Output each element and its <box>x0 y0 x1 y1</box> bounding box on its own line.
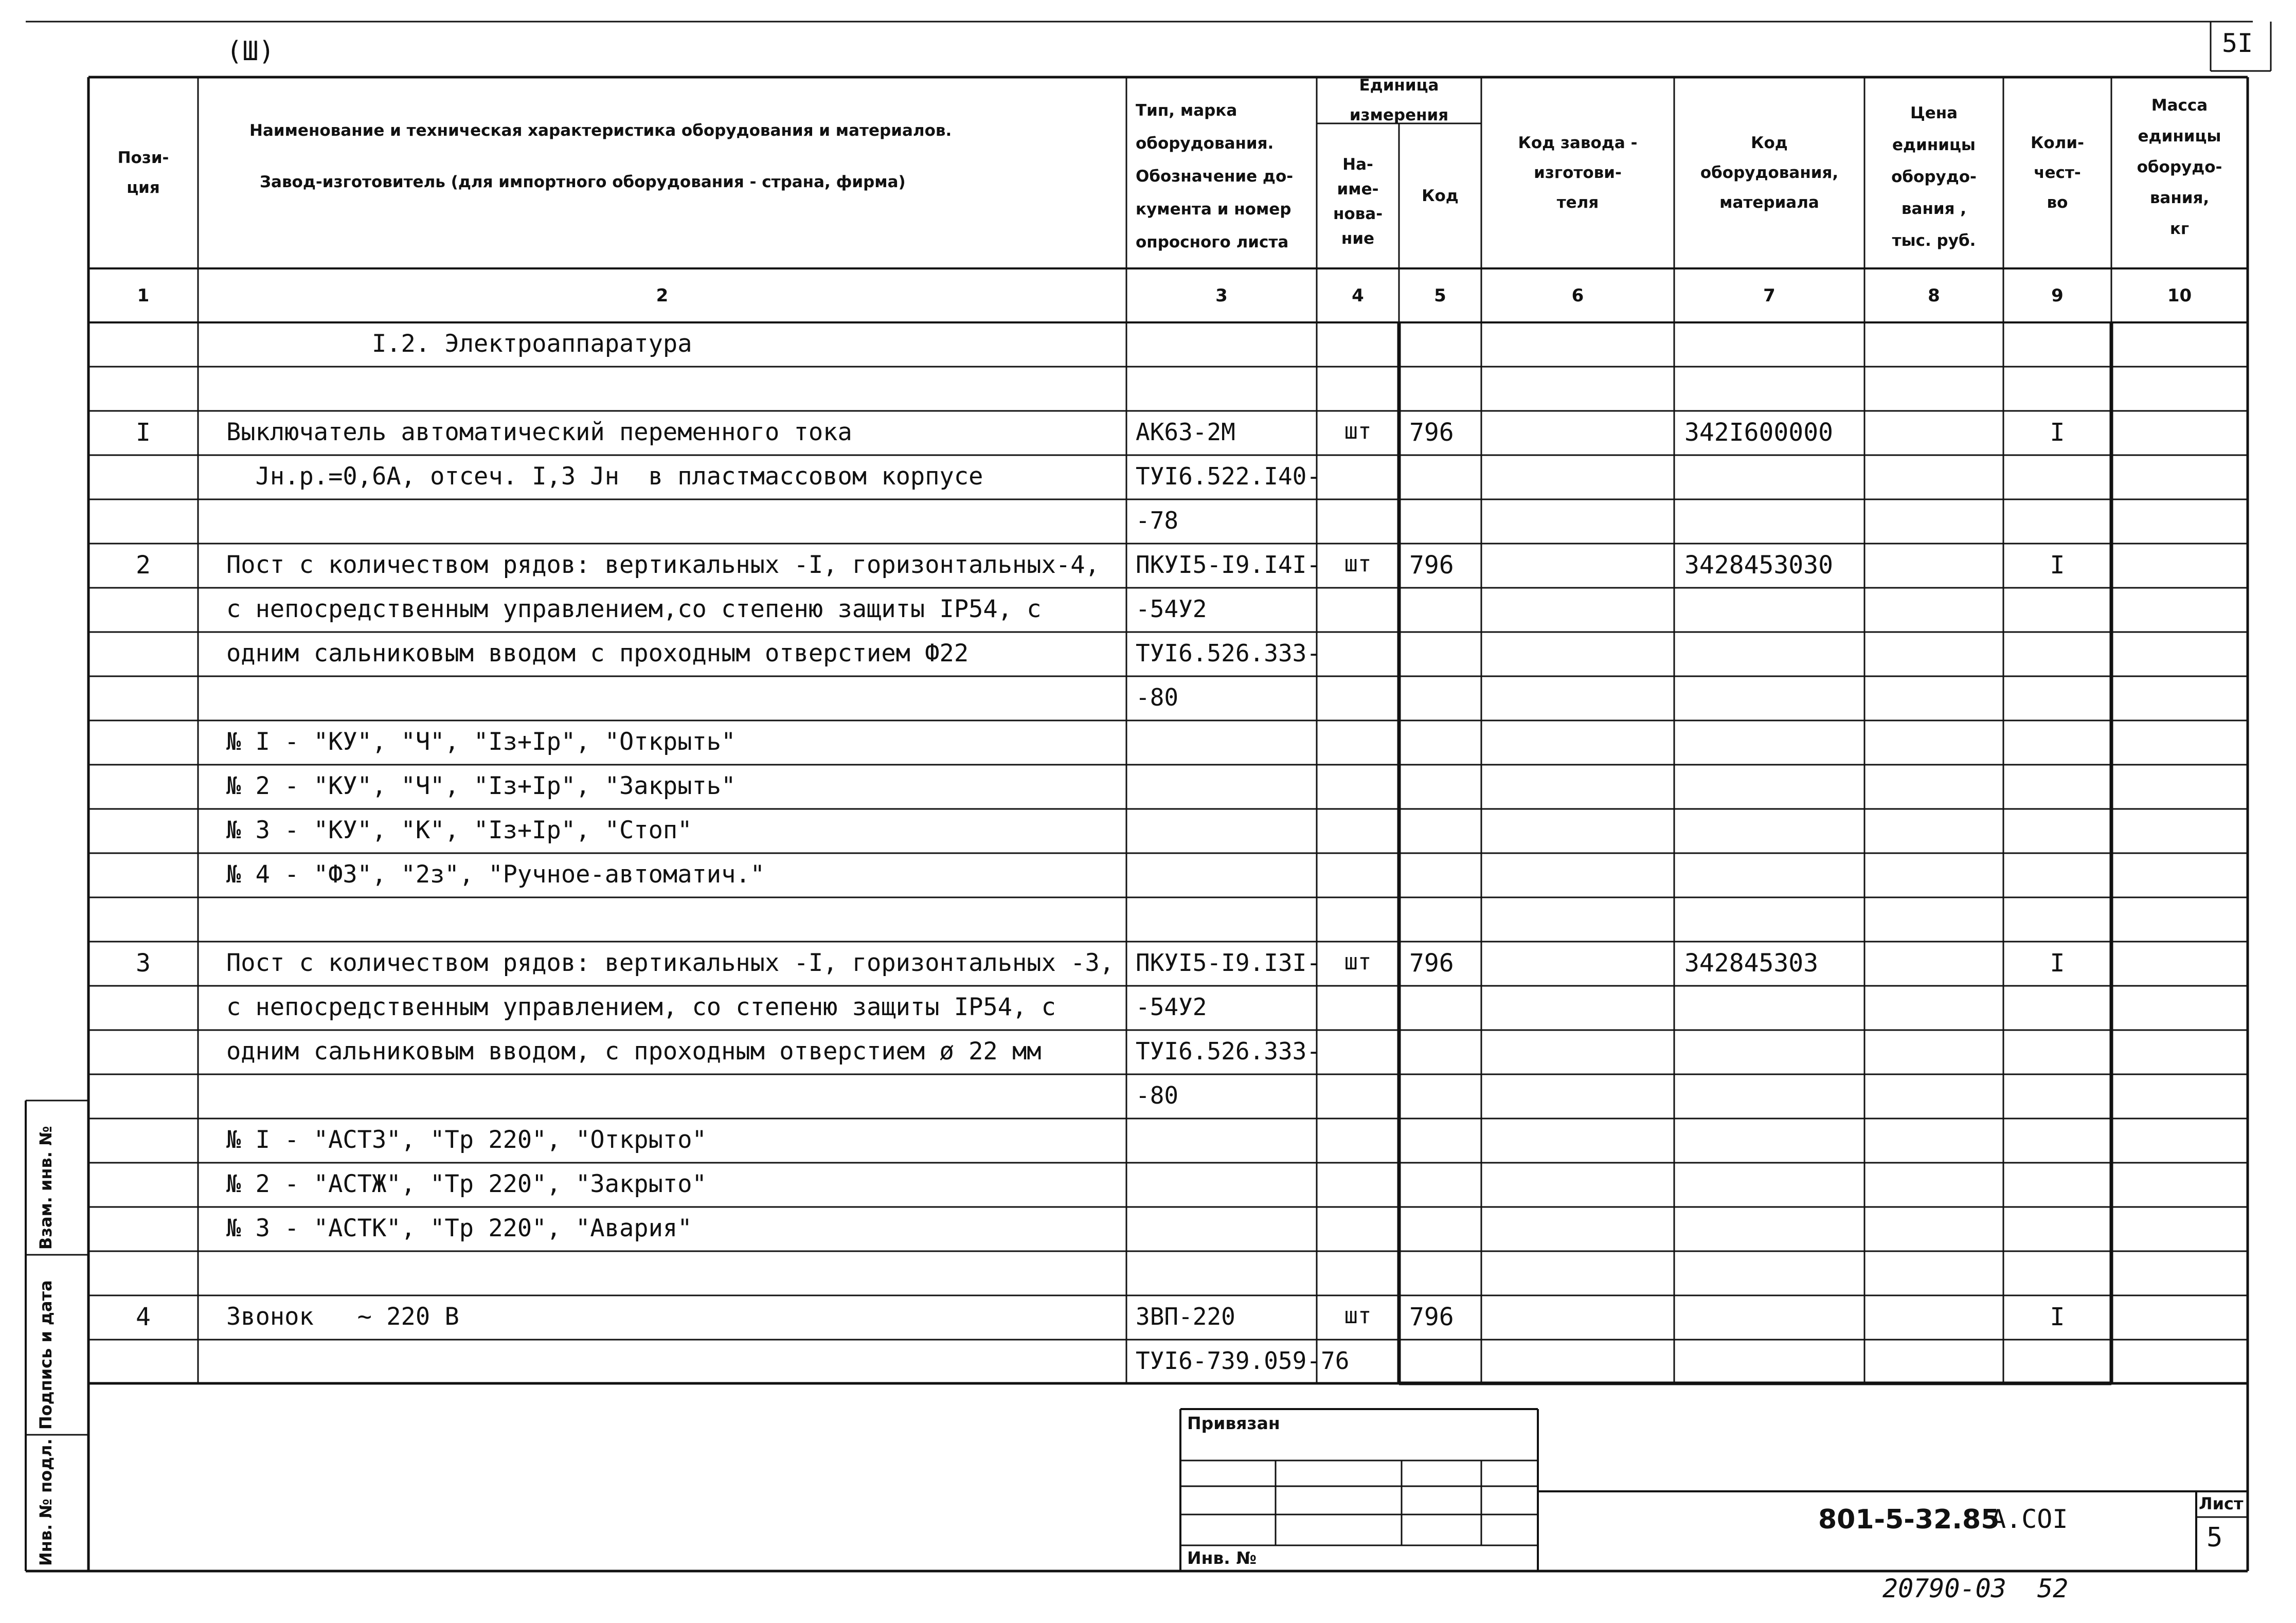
row-type: -54У2 <box>1136 595 1207 623</box>
hdr-type-line: опросного листа <box>1136 233 1289 251</box>
row-type: ПКУI5-I9.I3I- <box>1136 949 1321 977</box>
hdr-equipment-code-line: материала <box>1719 193 1819 212</box>
list-number: 5 <box>2207 1522 2223 1553</box>
hdr-equipment-code-line: оборудования, <box>1700 164 1839 182</box>
row-position: I <box>136 418 151 447</box>
row-quantity: I <box>2050 1303 2065 1331</box>
column-number: 2 <box>656 285 669 306</box>
column-number: 9 <box>2051 285 2064 306</box>
row-name: с непосредственным управлением, со степеню защиты IP54, с <box>226 993 1056 1021</box>
row-type: -54У2 <box>1136 993 1207 1021</box>
row-type: ТУI6.522.I40- <box>1136 462 1321 490</box>
hdr-factory-code-line: теля <box>1556 193 1599 212</box>
row-name: Пост с количеством рядов: вертикальных -I, горизонтальных-4, <box>226 551 1100 579</box>
row-type: -78 <box>1136 507 1179 534</box>
hdr-unit-name-line: На- <box>1342 155 1373 174</box>
row-type: ТУI6-739.059-76 <box>1136 1347 1350 1375</box>
row-type: АК63-2М <box>1136 418 1235 446</box>
side-strip-label: Инв. № подл. <box>36 1438 56 1566</box>
row-name: № 4 - "ФЗ", "2з", "Ручное-автоматич." <box>226 860 765 889</box>
hdr-unit-code-line: Код <box>1422 187 1459 205</box>
row-position: 3 <box>136 949 151 978</box>
hdr-name-line: Наименование и техническая характеристика оборудования и материалов. <box>249 121 952 140</box>
row-name: одним сальниковым вводом, с проходным отверстием ø 22 мм <box>226 1037 1042 1066</box>
hdr-factory-code-line: Код завода - <box>1518 134 1638 152</box>
list-label: Лист <box>2199 1494 2244 1513</box>
row-name: Пост с количеством рядов: вертикальных -I, горизонтальных -3, <box>226 949 1115 977</box>
row-name: № 2 - "АСТЖ", "Тр 220", "Закрыто" <box>226 1170 707 1198</box>
row-unit-code: 796 <box>1409 1303 1454 1331</box>
row-name: № 2 - "КУ", "Ч", "Iз+Iр", "Закрыть" <box>226 772 736 800</box>
side-strip-label: Подпись и дата <box>36 1280 56 1430</box>
row-name: № 3 - "АСТК", "Тр 220", "Авария" <box>226 1214 692 1242</box>
row-name: I.2. Электроаппаратура <box>226 330 692 358</box>
row-name: Выключатель автоматический переменного тока <box>226 418 852 446</box>
hdr-type-line: Обозначение до- <box>1136 167 1294 186</box>
hdr-price-line: вания , <box>1901 200 1967 218</box>
column-number: 1 <box>137 285 150 306</box>
column-number: 7 <box>1763 285 1775 306</box>
column-number: 8 <box>1928 285 1940 306</box>
hdr-price-line: единицы <box>1892 136 1976 154</box>
hdr-mass-line: оборудо- <box>2137 158 2222 176</box>
row-name: № 3 - "КУ", "К", "Iз+Iр", "Стоп" <box>226 816 692 844</box>
row-unit-code: 796 <box>1409 551 1454 580</box>
row-quantity: I <box>2050 949 2065 978</box>
section-marker: (Ш) <box>226 36 275 67</box>
row-equipment-code: 3428453030 <box>1684 551 1833 580</box>
row-type: ПКУI5-I9.I4I- <box>1136 551 1321 579</box>
row-unit-name: шт <box>1344 1303 1372 1329</box>
hdr-unit-name-line: име- <box>1337 180 1379 199</box>
row-quantity: I <box>2050 551 2065 580</box>
row-unit-name: шт <box>1344 551 1372 577</box>
hdr-quantity-line: во <box>2047 193 2068 212</box>
sheet-corner-number: 5I <box>2222 28 2253 58</box>
hdr-price-line: Цена <box>1910 104 1958 122</box>
hdr-type-line: Тип, марка <box>1136 101 1237 120</box>
row-position: 2 <box>136 551 151 580</box>
stamp-privyazan: Привязан <box>1187 1413 1280 1433</box>
hdr-unit-group-line: Единица <box>1359 76 1439 95</box>
hdr-type-line: кумента и номер <box>1136 200 1292 219</box>
row-type: ТУI6.526.333- <box>1136 1037 1321 1065</box>
hdr-mass-line: единицы <box>2138 127 2221 146</box>
hdr-price-line: оборудо- <box>1891 168 1977 186</box>
hdr-unit-group-line: измерения <box>1349 106 1449 124</box>
bottom-note: 20790-03 52 <box>1882 1574 2069 1603</box>
row-name: с непосредственным управлением,со степеню защиты IP54, с <box>226 595 1042 623</box>
row-quantity: I <box>2050 418 2065 447</box>
row-name: Jн.р.=0,6А, отсеч. I,3 Jн в пластмассовом корпусе <box>226 462 983 491</box>
hdr-mass-line: вания, <box>2149 189 2210 207</box>
row-name: Звонок ~ 220 В <box>226 1303 459 1331</box>
column-number: 6 <box>1571 285 1584 306</box>
stamp-inv-no: Инв. № <box>1187 1548 1257 1568</box>
row-type: -80 <box>1136 1081 1179 1109</box>
row-type: ТУI6.526.333- <box>1136 639 1321 667</box>
column-number: 5 <box>1434 285 1446 306</box>
hdr-name-line: Завод-изготовитель (для импортного оборудования - страна, фирма) <box>260 173 906 191</box>
column-number: 3 <box>1215 285 1228 306</box>
hdr-type-line: оборудования. <box>1136 134 1274 153</box>
row-name: № I - "АСТЗ", "Тр 220", "Открыто" <box>226 1126 707 1154</box>
row-unit-name: шт <box>1344 418 1372 444</box>
hdr-position-line: Пози- <box>117 149 169 167</box>
hdr-price-line: тыс. руб. <box>1892 231 1976 250</box>
row-name: одним сальниковым вводом с проходным отверстием Ф22 <box>226 639 969 668</box>
column-number: 10 <box>2167 285 2192 306</box>
hdr-quantity-line: чест- <box>2034 164 2081 182</box>
side-strip-label: Взам. инв. № <box>36 1126 56 1250</box>
hdr-mass-line: кг <box>2169 220 2190 238</box>
hdr-unit-name-line: ние <box>1341 229 1375 248</box>
hdr-mass-line: Масса <box>2151 96 2208 115</box>
hdr-factory-code-line: изготови- <box>1534 164 1622 182</box>
row-unit-code: 796 <box>1409 949 1454 978</box>
document-suffix: А.СОI <box>1990 1504 2068 1534</box>
hdr-position-line: ция <box>127 178 160 197</box>
document-code: 801-5-32.85 <box>1818 1504 2000 1535</box>
row-type: ЗВП-220 <box>1136 1303 1235 1330</box>
row-type: -80 <box>1136 683 1179 711</box>
row-unit-name: шт <box>1344 949 1372 975</box>
row-name: № I - "КУ", "Ч", "Iз+Iр", "Открыть" <box>226 728 736 756</box>
row-position: 4 <box>136 1303 151 1331</box>
column-number: 4 <box>1352 285 1364 306</box>
hdr-unit-name-line: нова- <box>1333 205 1383 223</box>
row-equipment-code: 342I600000 <box>1684 418 1833 447</box>
row-unit-code: 796 <box>1409 418 1454 447</box>
hdr-equipment-code-line: Код <box>1751 134 1788 152</box>
hdr-quantity-line: Коли- <box>2031 134 2084 152</box>
row-equipment-code: 342845303 <box>1684 949 1819 978</box>
